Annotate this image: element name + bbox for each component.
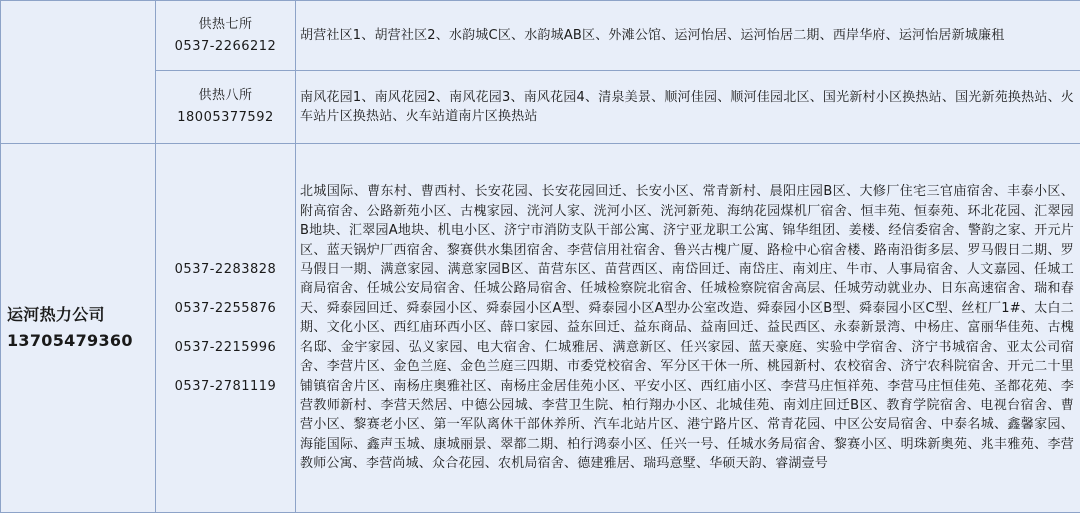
empty-company-cell [1,1,156,144]
table-row [1,144,1080,513]
phone-number: 0537-2283828 [174,262,277,277]
company-cell [1,144,156,513]
phones-cell [156,144,296,513]
service-area-text: 南风花园1、南风花园2、南风花园3、南风花园4、清泉美景、顺河佳园、顺河佳园北区、国光新村小区换热站、国光新苑换热站、火车站片区换热站、火车站道南片区换热站 [296,71,1080,144]
phone-number: 0537-2255876 [174,301,277,316]
station-cell [156,71,296,144]
station-phone: 18005377592 [177,110,274,125]
station-phone: 0537-2266212 [174,38,277,54]
service-area-text: 胡营社区1、胡营社区2、水韵城C区、水韵城AB区、外滩公馆、运河怡居、运河怡居二期、西岸华府、运河怡居新城廉租 [296,1,1080,71]
phone-number: 0537-2781119 [174,379,277,394]
station-cell [156,1,296,71]
station-name: 供热八所 [198,88,253,103]
company-name: 运河热力公司 [7,305,105,324]
table-row [1,71,1080,144]
service-area-text: 北城国际、曹东村、曹西村、长安花园、长安花园回迁、长安小区、常青新村、晨阳庄园B区、大修厂住宅三官庙宿舍、丰泰小区、附高宿舍、公路新苑小区、古槐家园、洸河人家、洸河小区、洸河新苑、海纳花园煤机厂宿舍、恒丰苑、恒泰苑、环北花园、汇翠园B地块、汇翠园A地块、机电小区、济宁市消防支队干部公寓、济宁亚龙职工公寓、锦华组团、姜楼、经信委宿舍、警韵之家、开元片区、蓝天锅炉厂西宿舍、黎赛供水集团宿舍、李营信用社宿舍、鲁兴古槐广厦、路检中心宿舍楼、路南沿街多层、罗马假日二期、罗马假日一期、满意家园、满意家园B区、苗营东区、苗营西区、南岱回迁、南岱庄、南刘庄、牛市、人事局宿舍、人文嘉园、任城工商局宿舍、任城公安局宿舍、任城公路局宿舍、任城检察院北宿舍、任城检察院宿舍高层、任城劳动就业办、日东高速宿舍、瑞和春天、舜泰园回迁、舜泰园小区、舜泰园小区A型、舜泰园小区A型办公室改造、舜泰园小区B型、舜泰园小区C型、丝杠厂1#、太白二期、文化小区、西红庙环西小区、薛口家园、益东回迁、益东商品、益南回迁、益民西区、永泰新景湾、中杨庄、富丽华佳苑、古槐名邸、金宇家园、弘义家园、电大宿舍、仁城雅居、满意新区、任兴家园、蓝天豪庭、实验中学宿舍、济宁书城宿舍、亚太公司宿舍、李营片区、金色兰庭、金色兰庭三四期、市委党校宿舍、军分区干休一所、桃园新村、农校宿舍、济宁农科院宿舍、开元二十里铺镇宿舍片区、南杨庄奥雅社区、南杨庄金居佳苑小区、平安小区、西红庙小区、李营马庄恒祥苑、李营马庄恒佳苑、圣都花苑、李营教师新村、李营天然居、中德公园城、李营卫生院、柏行翔办小区、北城佳苑、南刘庄回迁B区、教育学院宿舍、电视台宿舍、曹营小区、黎赛老小区、第一军队离休干部休养所、汽车北站片区、港宁路片区、常青花园、中区公安局宿舍、中泰名城、鑫馨家园、海能国际、鑫声玉城、康城丽景、翠都二期、柏行鸿泰小区、任兴一号、任城水务局宿舍、黎赛小区、明珠新奥苑、兆丰雅苑、李营教师公寓、李营尚城、众合花园、农机局宿舍、德建雅居、瑞玛意墅、华硕天韵、睿湖壹号 [296,144,1080,513]
company-phone: 13705479360 [7,331,133,350]
table-row [1,1,1080,71]
station-name: 供热七所 [198,16,253,32]
phone-number: 0537-2215996 [174,340,277,355]
